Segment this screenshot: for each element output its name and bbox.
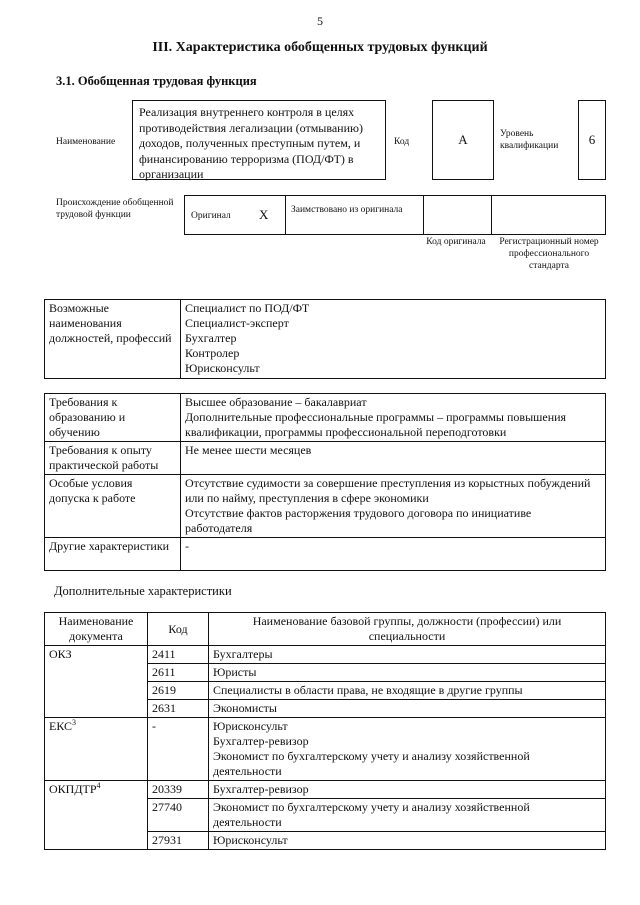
code-original-caption: Код оригинала: [426, 237, 486, 247]
divider: [285, 196, 286, 234]
code-cell: 2411: [148, 646, 209, 664]
level-value-box: 6: [578, 100, 606, 180]
name-cell: Специалисты в области права, не входящие в другие группы: [209, 682, 606, 700]
divider: [423, 196, 424, 234]
list-item: Высшее образование – бакалавриат: [185, 395, 367, 409]
subsection-title: 3.1. Обобщенная трудовая функция: [56, 74, 257, 88]
list-item: Специалист-эксперт: [185, 316, 289, 330]
origin-label: Происхождение обобщенной трудовой функции: [56, 198, 174, 220]
positions-values: [181, 300, 606, 379]
col-code-header: Код: [148, 613, 209, 646]
additional-table: [44, 612, 606, 850]
list-item: Не менее шести месяцев: [185, 443, 312, 457]
code-cell: 27931: [148, 832, 209, 850]
doc-eks-label: ЕКС: [49, 719, 73, 733]
original-mark: X: [259, 207, 269, 222]
divider: [491, 196, 492, 234]
footnote-mark: 4: [96, 781, 101, 790]
name-cell: Экономисты: [209, 700, 606, 718]
col-doc-header: Наименование документа: [45, 613, 148, 646]
page-number: 5: [317, 14, 323, 28]
requirement-label: Особые условия допуска к работе: [45, 475, 181, 538]
code-cell: 27740: [148, 799, 209, 832]
additional-title: Дополнительные характеристики: [54, 584, 232, 598]
requirement-label: Требования к опыту практической работы: [45, 442, 181, 475]
requirement-label: Другие характеристики: [45, 538, 181, 571]
doc-okpdtr-label: ОКПДТР: [49, 782, 97, 796]
requirement-values: [181, 538, 606, 571]
name-label: Наименование: [56, 137, 116, 147]
requirement-values: [181, 394, 606, 442]
requirements-table: [44, 393, 606, 571]
list-item: Юрисконсульт: [185, 361, 260, 375]
table-row: [45, 394, 606, 442]
table-header-row: [45, 613, 606, 646]
requirement-values: [181, 442, 606, 475]
positions-label: Возможные наименования должностей, профессий: [45, 300, 181, 379]
name-cell: Бухгалтеры: [209, 646, 606, 664]
code-value-box: A: [432, 100, 494, 180]
borrowed-label: Заимствовано из оригинала: [291, 205, 403, 215]
original-label: Оригинал: [191, 211, 231, 221]
col-name-header: Наименование базовой группы, должности (профессии) или специальности: [209, 613, 606, 646]
list-item: Отсутствие судимости за совершение преступления из корыстных побуждений или по найму, преступления в сфере экономики: [185, 476, 591, 505]
origin-table: [184, 195, 606, 235]
code-cell: 2631: [148, 700, 209, 718]
section-title: III. Характеристика обобщенных трудовых функций: [152, 40, 488, 55]
table-row: [45, 442, 606, 475]
doc-okz: ОКЗ: [45, 646, 148, 718]
code-cell: -: [148, 718, 209, 781]
table-row: [45, 475, 606, 538]
list-item: Контролер: [185, 346, 240, 360]
table-row: [45, 646, 606, 664]
code-label: Код: [394, 137, 410, 147]
name-cell: Бухгалтер-ревизор: [209, 781, 606, 799]
code-cell: 20339: [148, 781, 209, 799]
name-cell: Юристы: [209, 664, 606, 682]
list-item: Экономист по бухгалтерскому учету и анализу хозяйственной деятельности: [213, 749, 530, 778]
function-name-box: Реализация внутреннего контроля в целях противодействия легализации (отмыванию) доходов, полученных преступным путем, и финансированию терроризма (ПОД/ФТ) в организации: [132, 100, 386, 180]
requirement-values: [181, 475, 606, 538]
table-row: [45, 781, 606, 799]
positions-table: [44, 299, 606, 379]
name-cell: Экономист по бухгалтерскому учету и анализу хозяйственной деятельности: [209, 799, 606, 832]
reg-number-caption: Регистрационный номер профессионального стандарта: [499, 237, 599, 271]
list-item: Юрисконсульт: [213, 719, 288, 733]
list-item: Специалист по ПОД/ФТ: [185, 301, 310, 315]
table-row: [45, 718, 606, 781]
list-item: -: [185, 539, 189, 553]
footnote-mark: 3: [72, 718, 77, 727]
list-item: Дополнительные профессиональные программы – программы повышения квалификации, программы профессиональной переподготовки: [185, 410, 567, 439]
doc-eks: [45, 718, 148, 781]
list-item: Отсутствие фактов расторжения трудового договора по инициативе работодателя: [185, 506, 532, 535]
requirement-label: Требования к образованию и обучению: [45, 394, 181, 442]
table-row: [45, 538, 606, 571]
name-cell: Юрисконсульт: [209, 832, 606, 850]
list-item: Бухгалтер: [185, 331, 237, 345]
code-cell: 2619: [148, 682, 209, 700]
table-row: [45, 300, 606, 379]
code-cell: 2611: [148, 664, 209, 682]
level-label: Уровень квалификации: [500, 129, 559, 151]
doc-okpdtr: [45, 781, 148, 850]
name-cell: [209, 718, 606, 781]
list-item: Бухгалтер-ревизор: [213, 734, 309, 748]
